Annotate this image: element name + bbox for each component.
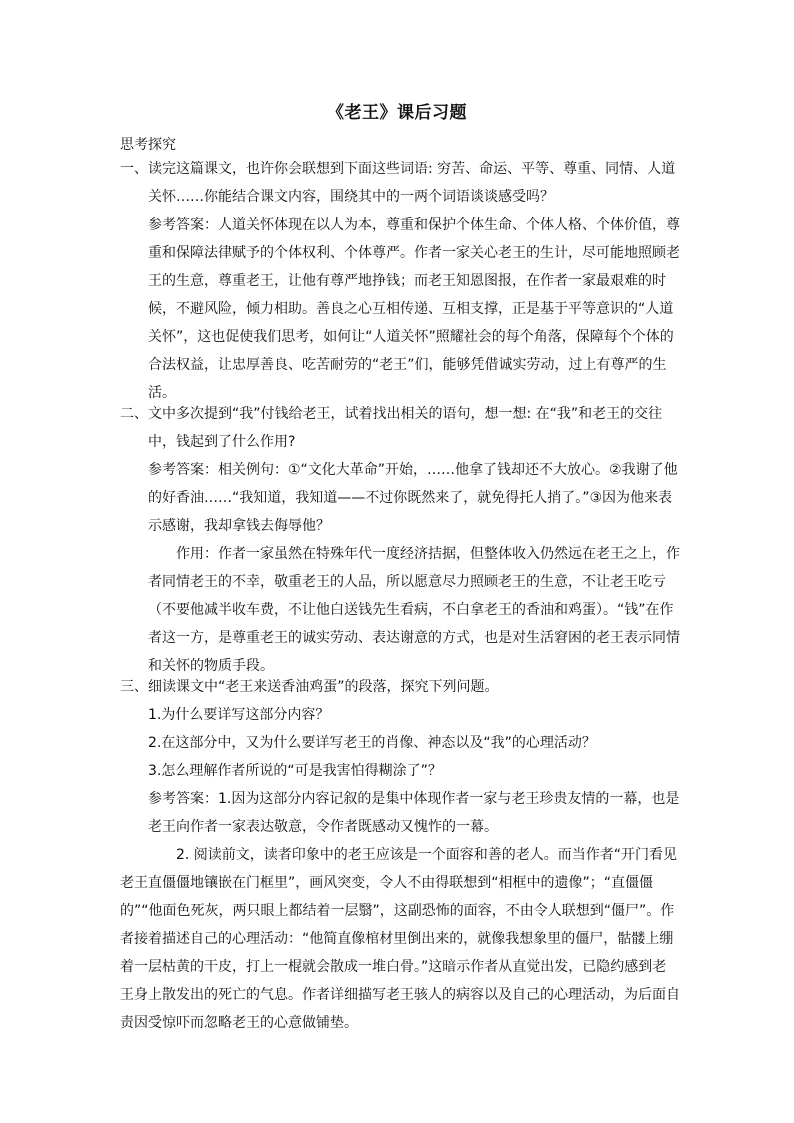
question-1-answer: 参考答案：人道关怀体现在以人为本，尊重和保护个体生命、个体人格、个体价值，尊重和保障法律赋予的个体权利、个体尊严。作者一家关心老王的生计，尽可能地照顾老王的生意，尊重老王，让他有尊严地挣钱；而老王知恩图报，在作者一家最艰难的时候，不避风险，倾力相助。善良之心互相传递、互相支撑，正是基于平等意识的“人道关怀”，这也促使我们思考，如何让“人道关怀”照耀社会的每个角落，保障每个个体的合法权益，让忠厚善良、吃苦耐劳的“老王”们，能够凭借诚实劳动，过上有尊严的生活。 bbox=[148, 217, 680, 401]
question-2-number: 二、 bbox=[120, 406, 148, 422]
question-3-answer-1: 参考答案：1.因为这部分内容记叙的是集中体现作者一家与老王珍贵友情的一幕，也是老王向作者一家表达敬意，令作者既感动又愧怍的一幕。 bbox=[148, 791, 680, 835]
question-2-text: 文中多次提到“我”付钱给老王，试着找出相关的语句，想一想: 在“我”和老王的交往中，钱起到了什么作用? bbox=[148, 406, 663, 450]
question-3-sub-3: 3.怎么理解作者所说的“可是我害怕得糊涂了”？ bbox=[148, 763, 442, 779]
question-2-answer-function: 作用：作者一家虽然在特殊年代一度经济拮据，但整体收入仍然远在老王之上，作者同情老王的不幸，敬重老王的人品，所以愿意尽力照顾老王的生意，不让老王吃亏（不要他减半收车费，不让他白送钱先生看病，不白拿老王的香油和鸡蛋）。“钱”在作者这一方，是尊重老王的诚实劳动、表达谢意的方式，也是对生活窘困的老王表示同情和关怀的物质手段。 bbox=[148, 546, 680, 674]
question-3-block bbox=[120, 673, 680, 1037]
question-3-sub-2: 2.在这部分中，又为什么要详写老王的肖像、神态以及“我”的心理活动？ bbox=[148, 735, 596, 751]
question-3-sub-1: 1.为什么要详写这部分内容？ bbox=[148, 707, 330, 723]
question-3-answer-2: 2. 阅读前文，读者印象中的老王应该是一个面容和善的老人。而当作者“开门看见老王直僵僵地镶嵌在门框里”，画风突变，令人不由得联想到“相框中的遗像”；“直僵僵的”“他面色死灰，两只眼上都结着一层翳”，这副恐怖的面容，不由令人联想到“僵尸”。作者接着描述自己的心理活动：“他简直像棺材里倒出来的，就像我想象里的僵尸，骷髅上绷着一层枯黄的干皮，打上一棍就会散成一堆白骨。”这暗示作者从直觉出发，已隐约感到老王身上散发出的死亡的气息。作者详细描写老王骇人的病容以及自己的心理活动，为后面自责因受惊吓而忽略老王的心意做铺垫。 bbox=[120, 847, 680, 1031]
question-3-number: 三、 bbox=[120, 679, 148, 695]
question-2-block bbox=[120, 400, 680, 680]
question-2 bbox=[120, 400, 680, 456]
question-2-answer-examples: 参考答案：相关例句：①“文化大革命”开始，……他拿了钱却还不大放心。②我谢了他的好香油……“我知道，我知道——不过你既然来了，就免得托人捎了。”③因为他来表示感谢，我却拿钱去侮辱他？ bbox=[148, 462, 678, 534]
question-1-block bbox=[120, 155, 680, 407]
page-title: 《老王》课后习题 bbox=[327, 103, 467, 123]
question-1-text: 读完这篇课文，也许你会联想到下面这些词语: 穷苦、命运、平等、尊重、同情、人道关怀……你能结合课文内容，围绕其中的一两个词语谈谈感受吗？ bbox=[148, 161, 676, 205]
question-3-text: 细读课文中“老王来送香油鸡蛋”的段落，探究下列问题。 bbox=[148, 679, 499, 695]
question-3 bbox=[120, 673, 680, 701]
section-heading: 思考探究 bbox=[120, 137, 176, 153]
question-1-number: 一、 bbox=[120, 161, 148, 177]
question-1 bbox=[120, 155, 680, 211]
